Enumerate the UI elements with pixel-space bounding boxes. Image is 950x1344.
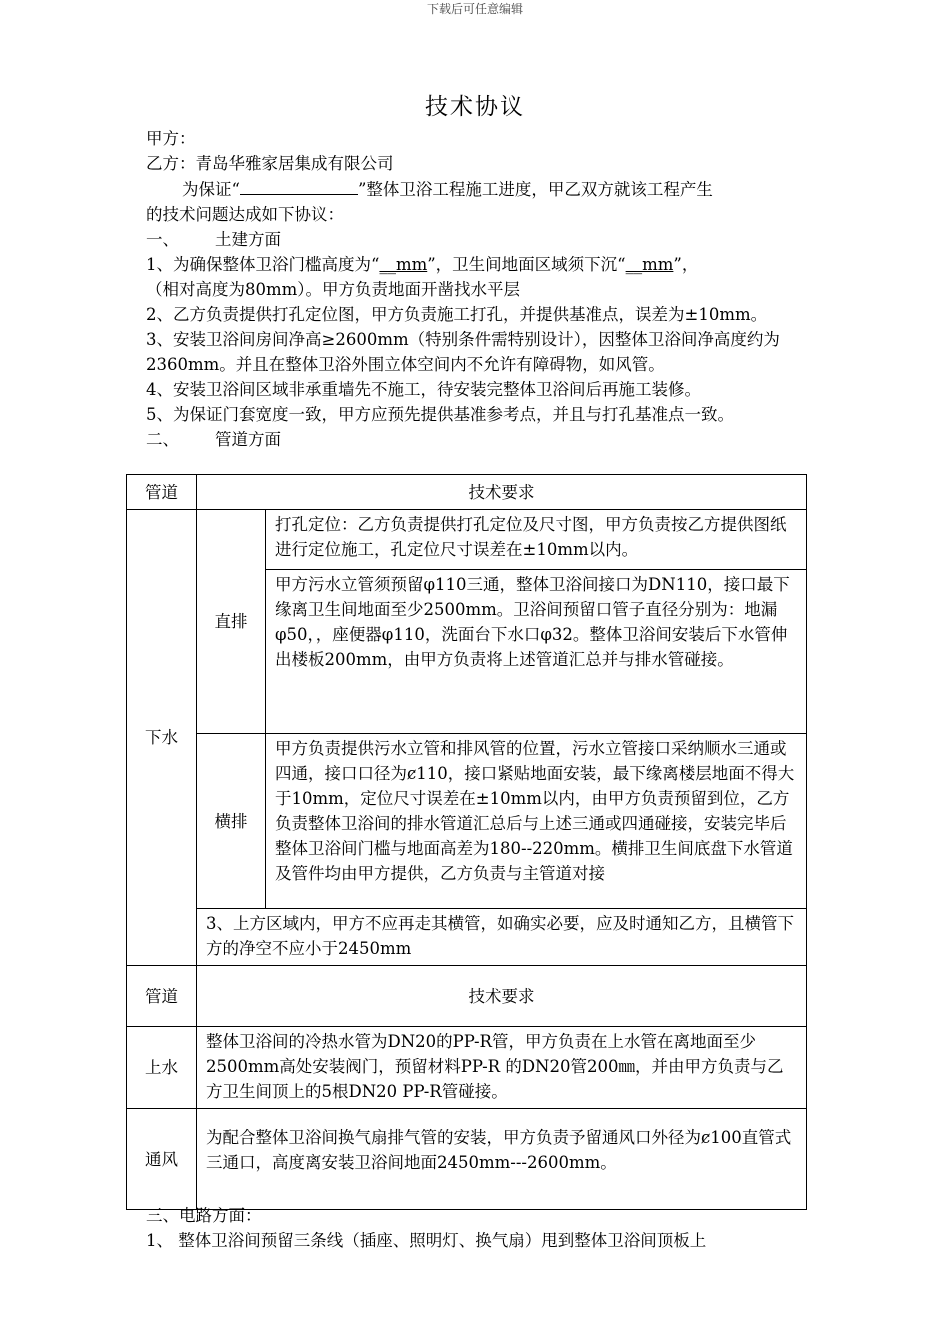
clause-1 (146, 252, 810, 277)
floor-sink-blank: __mm (625, 255, 674, 274)
clause-1-part-3: ”， (673, 255, 699, 274)
section-1-heading (146, 227, 810, 252)
clause-2: 2、乙方负责提供打孔定位图，甲方负责施工打孔，并提供基准点，误差为±10mm。 (146, 305, 768, 324)
document-title: 技术协议 (425, 94, 525, 120)
section-2-number: 二、 (146, 430, 179, 449)
party-a: 甲方： (146, 129, 196, 148)
section-3 (146, 1203, 810, 1253)
vent-text: 为配合整体卫浴间换气扇排气管的安装，甲方负责予留通风口外径为ȼ100直管式三通口，高度离安装卫浴间地面2450mm---2600mm。 (197, 1109, 807, 1210)
section-2-heading (146, 427, 810, 452)
section-3-heading: 三、电路方面： (146, 1206, 262, 1225)
intro-before: 为保证“ (182, 180, 240, 199)
intro-line-2: 的技术问题达成如下协议： (146, 205, 344, 224)
table-header-row-2 (127, 966, 807, 1027)
straight-text-2: 甲方污水立管须预留φ110三通，整体卫浴间接口为DN110，接口最下缘离卫生间地面至少2500mm。卫浴间预留口管子直径分别为：地漏φ50，，座便器φ110，洗面台下水口φ32。整体卫浴间安装后下水管伸出楼板200mm，由甲方负责将上述管道汇总并与排水管碰接。 (266, 570, 807, 734)
clause-4: 4、安装卫浴间区域非承重墙先不施工，待安装完整体卫浴间后再施工装修。 (146, 380, 701, 399)
table-row (127, 909, 807, 966)
party-b: 乙方：青岛华雅家居集成有限公司 (146, 154, 394, 173)
electrical-clause-1: 1、 整体卫浴间预留三条线（插座、照明灯、换气扇）甩到整体卫浴间顶板上 (146, 1231, 707, 1250)
supply-label: 上水 (127, 1027, 197, 1109)
table-row (127, 1027, 807, 1109)
header-note: 下载后可任意编辑 (426, 2, 523, 16)
clause-5: 5、为保证门套宽度一致，甲方应预先提供基准参考点，并且与打孔基准点一致。 (146, 405, 734, 424)
table-row (127, 510, 807, 570)
table-row (127, 1109, 807, 1210)
intro-after: ”整体卫浴工程施工进度，甲乙双方就该工程产生 (357, 180, 713, 199)
clause-3: 3、安装卫浴间房间净高≥2600mm（特别条件需特别设计），因整体卫浴间净高度约为2360mm。并且在整体卫浴外围立体空间内不允许有障碍物，如风管。 (146, 330, 780, 374)
clause-1-line-2: （相对高度为80mm）。甲方负责地面开凿找水平层 (146, 280, 521, 299)
section-2-title: 管道方面 (215, 430, 281, 449)
drain-note: 3、上方区域内，甲方不应再走其横管，如确实必要，应及时通知乙方，且横管下方的净空不应小于2450mm (197, 909, 807, 966)
agreement-body (146, 126, 810, 452)
header-requirements: 技术要求 (197, 475, 807, 510)
vent-label: 通风 (127, 1109, 197, 1210)
header-pipe-2: 管道 (127, 966, 197, 1027)
supply-text: 整体卫浴间的冷热水管为DN20的PP-R管，甲方负责在上水管在离地面至少2500mm高处安装阀门，预留材料PP-R 的DN20管200㎜，并由甲方负责与乙方卫生间顶上的5根DN20 PP-R管碰接。 (197, 1027, 807, 1109)
pipe-requirements-table (126, 474, 807, 1210)
table-header-row (127, 475, 807, 510)
project-name-blank (240, 176, 358, 195)
intro-line-1 (146, 176, 810, 202)
drain-label: 下水 (127, 510, 197, 966)
header-pipe: 管道 (127, 475, 197, 510)
horizontal-text: 甲方负责提供污水立管和排风管的位置，污水立管接口采纳顺水三通或四通，接口口径为ȼ110，接口紧贴地面安装，最下缘离楼层地面不得大于10mm，定位尺寸误差在±10mm以内，由甲方负责预留到位，乙方负责整体卫浴间的排水管道汇总后与上述三通或四通碰接，安装完毕后整体卫浴间门槛与地面高差为180--220mm。横排卫生间底盘下水管道及管件均由甲方提供，乙方负责与主管道对接 (266, 734, 807, 909)
straight-text-1: 打孔定位：乙方负责提供打孔定位及尺寸图，甲方负责按乙方提供图纸进行定位施工，孔定位尺寸误差在±10mm以内。 (266, 510, 807, 570)
clause-1-part-2: ”，卫生间地面区域须下沉“ (427, 255, 626, 274)
table-row (127, 734, 807, 909)
clause-1-part-1: 1、为确保整体卫浴门槛高度为“ (146, 255, 380, 274)
straight-label: 直排 (197, 510, 266, 734)
threshold-height-blank: __mm (379, 255, 428, 274)
header-requirements-2: 技术要求 (197, 966, 807, 1027)
section-1-title: 土建方面 (215, 230, 281, 249)
section-1-number: 一、 (146, 230, 179, 249)
horizontal-label: 横排 (197, 734, 266, 909)
